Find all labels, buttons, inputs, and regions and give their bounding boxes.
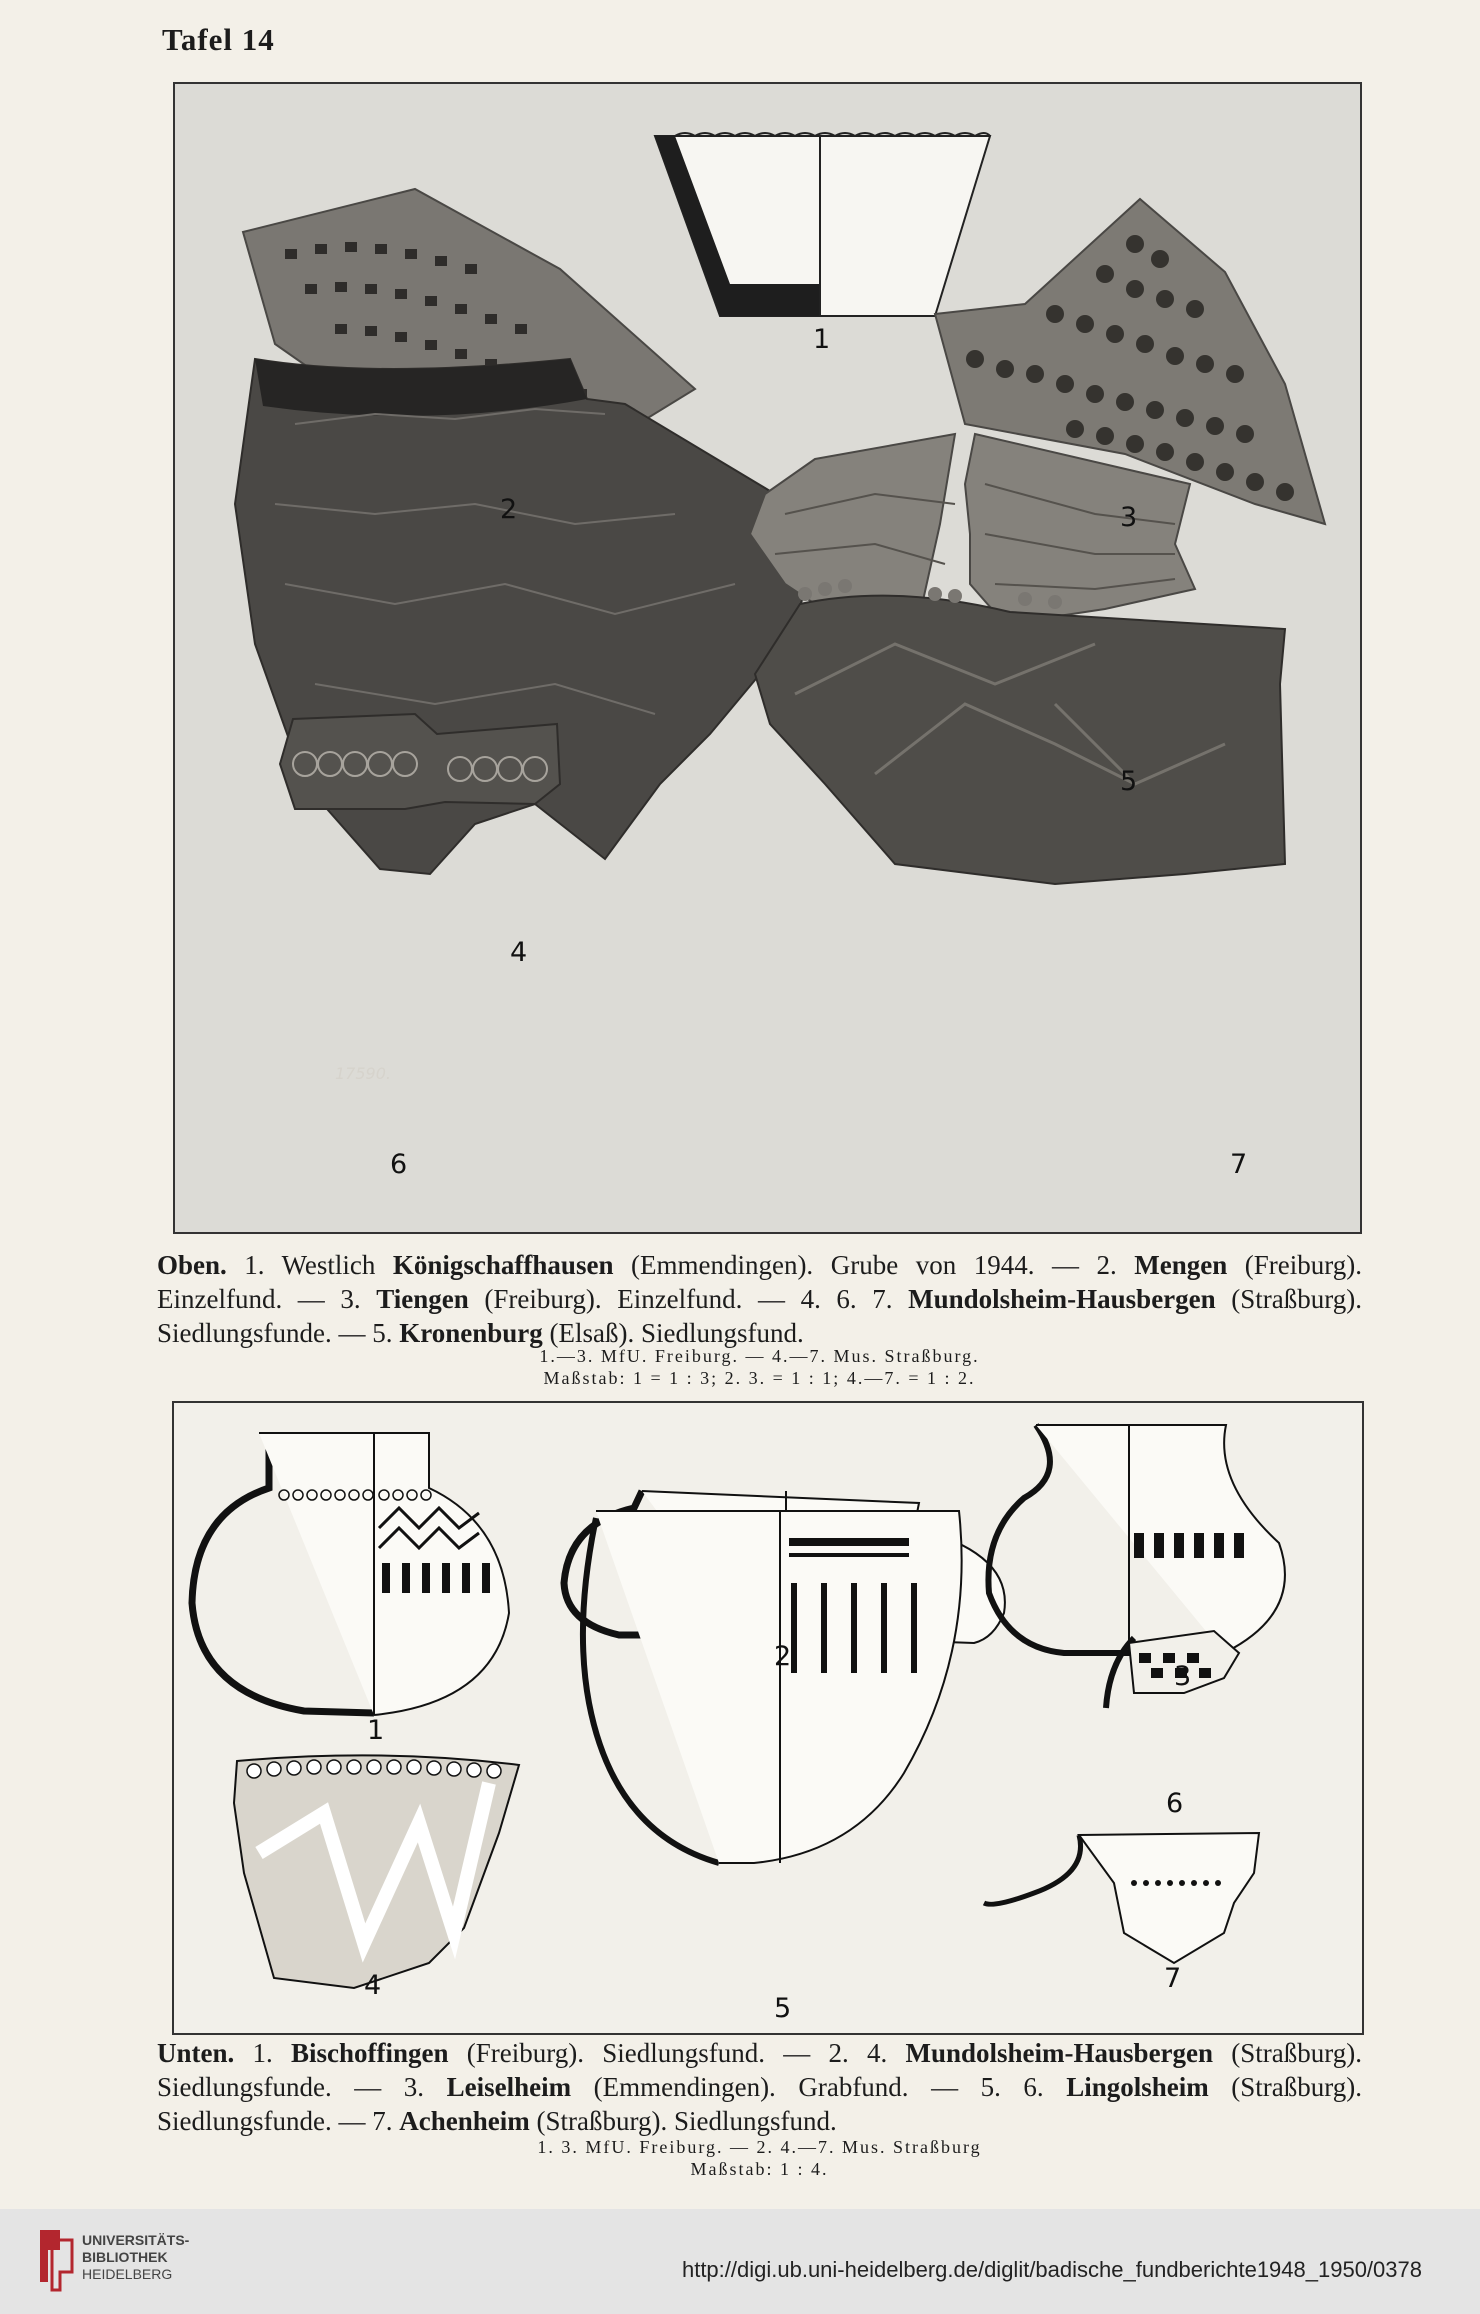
top-figure-label: 6 <box>390 1149 408 1180</box>
caption-text: (Straßburg). Siedlungsfund. <box>529 2106 837 2136</box>
sherd-drawing-6 <box>1106 1631 1239 1708</box>
top-figure-label: 4 <box>510 937 528 968</box>
caption-text: (Freiburg). Einzelfund. — 3. <box>157 1250 1362 1314</box>
site-name: Leiselheim <box>446 2072 572 2102</box>
top-photo-plate <box>173 82 1362 1234</box>
top-caption <box>157 1248 1362 1350</box>
top-scale-note: Maßstab: 1 = 1 : 3; 2. 3. = 1 : 1; 4.—7. = 1 : 2. <box>543 1368 976 1388</box>
site-name: Bischoffingen <box>291 2038 449 2068</box>
site-name: Mundolsheim-Hausbergen <box>908 1284 1216 1314</box>
caption-lead: Oben. <box>157 1250 227 1280</box>
top-figure-label: 1 <box>813 324 831 355</box>
vessel-drawing-3 <box>988 1425 1285 1653</box>
bottom-caption <box>157 2036 1362 2138</box>
bottom-scale-note: Maßstab: 1 : 4. <box>690 2159 829 2179</box>
top-figure-label: 5 <box>1120 766 1138 797</box>
top-figure-label: 2 <box>500 494 518 525</box>
site-name: Tiengen <box>376 1284 469 1314</box>
bottom-figure-label: 7 <box>1164 1963 1182 1994</box>
caption-lead: Unten. <box>157 2038 235 2068</box>
site-name: Mengen <box>1134 1250 1228 1280</box>
caption-text: (Emmendingen). Grube von 1944. — 2. <box>613 1250 1135 1280</box>
object-inscription: 17590. <box>335 1064 391 1083</box>
site-name: Kronenburg <box>399 1318 543 1348</box>
logo-line: HEIDELBERG <box>82 2266 173 2282</box>
sherd-photo-6 <box>280 714 560 809</box>
site-name: Mundolsheim-Hausbergen <box>905 2038 1214 2068</box>
caption-text: (Elsaß). Siedlungsfund. <box>542 1318 804 1348</box>
bottom-drawing-artwork <box>174 1403 1362 2033</box>
top-collection-note: 1.—3. MfU. Freiburg. — 4.—7. Mus. Straßburg. <box>539 1346 980 1366</box>
top-figure-label: 7 <box>1230 1149 1248 1180</box>
site-name: Königschaffhausen <box>392 1250 614 1280</box>
vessel-profile-drawing-1 <box>655 133 990 316</box>
caption-text: (Straßburg). Siedlungsfunde. — 3. <box>157 2038 1363 2102</box>
caption-text: 1. Westlich <box>226 1250 393 1280</box>
bottom-figure-label: 4 <box>364 1970 382 2001</box>
bottom-figure-label: 5 <box>774 1993 792 2024</box>
bottom-figure-label: 3 <box>1174 1661 1192 1692</box>
caption-text: (Freiburg). Siedlungsfund. — 2. 4. <box>448 2038 906 2068</box>
bottom-figure-label: 6 <box>1166 1788 1184 1819</box>
top-photo-artwork <box>175 84 1360 1232</box>
vessel-drawing-1 <box>192 1433 509 1715</box>
bottom-collection-note: 1. 3. MfU. Freiburg. — 2. 4.—7. Mus. Straßburg <box>537 2137 982 2157</box>
bottom-figure-label: 1 <box>367 1715 385 1746</box>
top-figure-label: 3 <box>1120 502 1138 533</box>
sherd-drawing-7 <box>984 1833 1259 1963</box>
logo-line: BIBLIOTHEK <box>82 2249 168 2265</box>
library-logo-text <box>82 2232 189 2283</box>
plate-title: Tafel 14 <box>162 22 275 57</box>
bottom-drawing-plate <box>172 1401 1364 2035</box>
sherd-photo-7 <box>755 579 1285 884</box>
caption-text: (Straßburg). Siedlungsfunde. — 7. <box>157 2072 1362 2136</box>
source-url-link[interactable]: http://digi.ub.uni-heidelberg.de/diglit/badische_fundberichte1948_1950/0378 <box>681 2257 1422 2282</box>
caption-text: (Freiburg). Einzelfund. — 4. 6. 7. <box>468 1284 909 1314</box>
site-name: Achenheim <box>399 2106 530 2136</box>
caption-text: 1. <box>234 2038 292 2068</box>
sherd-drawing-4 <box>234 1755 519 1988</box>
library-logo-icon <box>34 2222 78 2292</box>
bottom-figure-label: 2 <box>774 1641 792 1672</box>
site-name: Lingolsheim <box>1066 2072 1209 2102</box>
caption-text: (Straßburg). Siedlungsfunde. — 5. <box>157 1284 1362 1348</box>
caption-text: (Emmendingen). Grabfund. — 5. 6. <box>571 2072 1067 2102</box>
logo-line: UNIVERSITÄTS- <box>82 2232 190 2248</box>
vessel-drawing-5 <box>583 1511 962 1863</box>
